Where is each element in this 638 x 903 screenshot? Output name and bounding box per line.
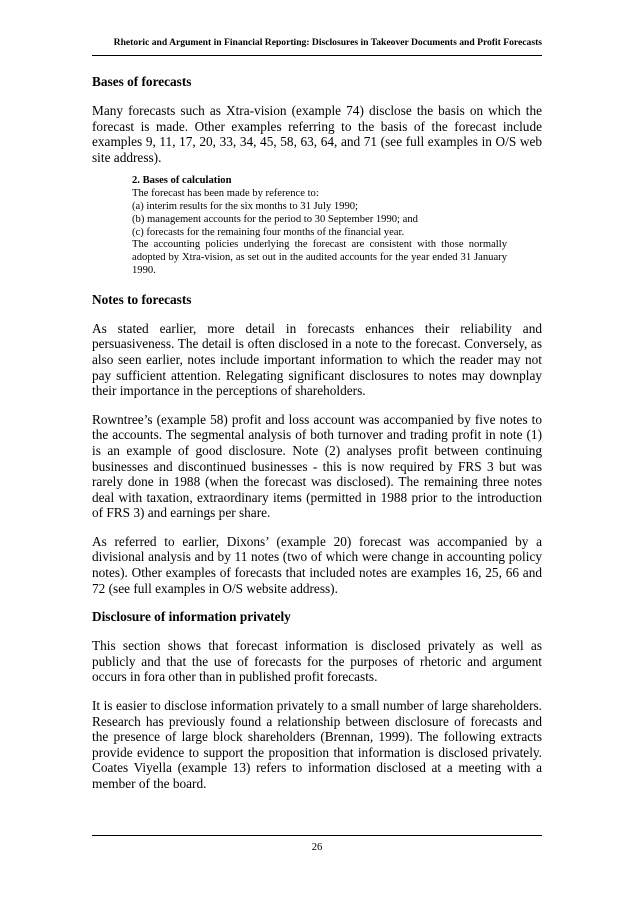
quoted-extract-xtra-vision — [132, 175, 507, 277]
paragraph-notes-2: Rowntree’s (example 58) profit and loss account was accompanied by five notes to the accounts. The segmental analysis of both turnover and trading profit in note (1) is an example of good disclosure. Note (2) analyses profit between continuing businesses and discontinued businesses - this is now required by FRS 3 but was rarely done in 1988 (when the forecast was disclosed). The remaining three notes deal with taxation, extraordinary items (permitted in 1988 prior to the introduction of FRS 3) and earnings per share. — [92, 411, 542, 521]
paragraph-bases-intro: Many forecasts such as Xtra-vision (example 74) disclose the basis on which the forecast is made. Other examples referring to the basis of the forecast include examples 9, 11, 17, 20, 33, 34, 45, 58, 63, 64, and 71 (see full examples in O/S web site address). — [92, 103, 542, 165]
section-heading-notes: Notes to forecasts — [92, 291, 192, 307]
quote-line: The accounting policies underlying the forecast are consistent with those normally adopted by Xtra-vision, as set out in the audited accounts for the year ended 31 January 1990. — [132, 239, 507, 276]
page-number: 26 — [311, 842, 323, 853]
paragraph-private-2: It is easier to disclose information privately to a small number of large shareholders. Research has previously found a relationship between disclosure of forecasts and the presence of large block shareholders (Brennan, 1999). The following extracts provide evidence to support the proposition that information is disclosed privately. Coates Viyella (example 13) refers to information disclosed at a meeting with a member of the board. — [92, 698, 542, 791]
section-heading-bases: Bases of forecasts — [92, 74, 192, 89]
header-rule — [92, 55, 542, 56]
quote-line: The forecast has been made by reference to: — [132, 188, 319, 200]
page-body — [92, 74, 542, 805]
quote-line: (a) interim results for the six months to 31 July 1990; — [132, 200, 358, 212]
running-header: Rhetoric and Argument in Financial Reporting: Disclosures in Takeover Documents and Profit Forecasts — [113, 37, 542, 48]
section-heading-private: Disclosure of information privately — [92, 609, 291, 625]
quote-line: (c) forecasts for the remaining four months of the financial year. — [132, 226, 405, 238]
quote-line: (b) management accounts for the period to 30 September 1990; and — [132, 213, 418, 225]
paragraph-private-1: This section shows that forecast information is disclosed privately as well as publicly and that the use of forecasts for the purposes of rhetoric and argument occurs in fora other than in published profit forecasts. — [92, 638, 542, 685]
footer-rule — [92, 835, 542, 836]
paragraph-notes-3: As referred to earlier, Dixons’ (example 20) forecast was accompanied by a divisional analysis and by 11 notes (two of which were change in accounting policy notes). Other examples of forecasts that included notes are examples 16, 25, 66 and 72 (see full examples in O/S website address). — [92, 533, 542, 596]
paragraph-notes-1: As stated earlier, more detail in forecasts enhances their reliability and persuasiveness. The detail is often disclosed in a note to the forecast. Conversely, as also seen earlier, notes include important information to which the reader may not pay sufficient attention. Relegating significant disclosures to notes may downplay their importance in the perceptions of shareholders. — [92, 320, 542, 399]
quote-title: 2. Bases of calculation — [132, 175, 232, 187]
